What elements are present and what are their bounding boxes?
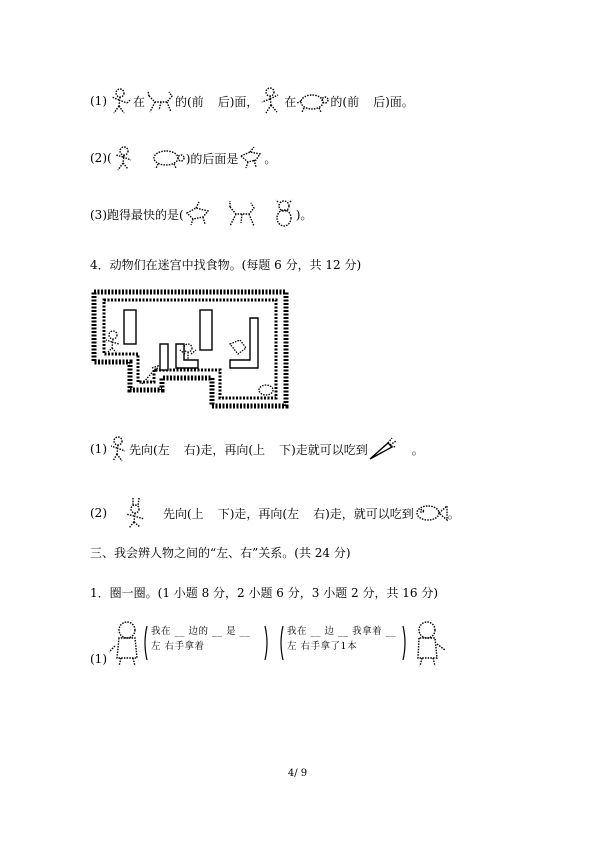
q3-item-2: (2)( )的后面是 。 <box>90 145 276 171</box>
bird-icon <box>184 201 212 227</box>
s3-q1-item-1: (1) 我在 __ 边的 __ 是 __ 左 右手拿着 我在 __ 边 __ 我拿着 __ 左 右手拿了1本 <box>90 618 447 668</box>
maze-diagram <box>90 288 290 412</box>
rabbit-icon <box>121 496 149 530</box>
monkey-icon <box>107 435 129 463</box>
q3-item-3: (3)跑得最快的是( )。 <box>90 199 312 229</box>
people-illustration <box>107 618 447 668</box>
left-speech-bubble: 我在 __ 边的 __ 是 __ 左 右手拿着 <box>151 626 251 652</box>
turtle-icon <box>296 89 330 113</box>
monkey-icon <box>258 86 284 116</box>
page-number: 4/ 9 <box>287 768 308 779</box>
carrot-icon <box>368 437 398 461</box>
mouse-icon <box>272 199 296 229</box>
item-number: (1) <box>90 94 107 108</box>
horse-icon <box>226 199 258 229</box>
question-4-heading: 4．动物们在迷宫中找食物。(每题 6 分，共 12 分) <box>90 258 362 272</box>
horse-icon <box>145 88 175 114</box>
monkey-icon <box>107 87 133 115</box>
bird-icon <box>238 146 264 170</box>
section-3-heading: 三、我会辨人物之间的“左、右”关系。(共 24 分) <box>90 546 351 560</box>
right-speech-bubble: 我在 __ 边 __ 我拿着 __ 左 右手拿了1本 <box>287 626 397 652</box>
q4-item-1: (1) 先向(左 右)走，再向(上 下)走就可以吃到 。 <box>90 435 424 463</box>
fish-icon <box>414 502 448 524</box>
turtle-icon <box>150 146 186 170</box>
q3-item-1: (1) 在 的(前 后)面， 在 的(前 后)面。 <box>90 86 414 116</box>
q4-item-2: (2) 先向(上 下)走，再向(左 右)走，就可以吃到 。 <box>90 496 460 530</box>
monkey-icon <box>112 145 136 171</box>
section-3-question-1-heading: 1．圈一圈。(1 小题 8 分，2 小题 6 分，3 小题 2 分，共 16 分) <box>90 586 439 600</box>
